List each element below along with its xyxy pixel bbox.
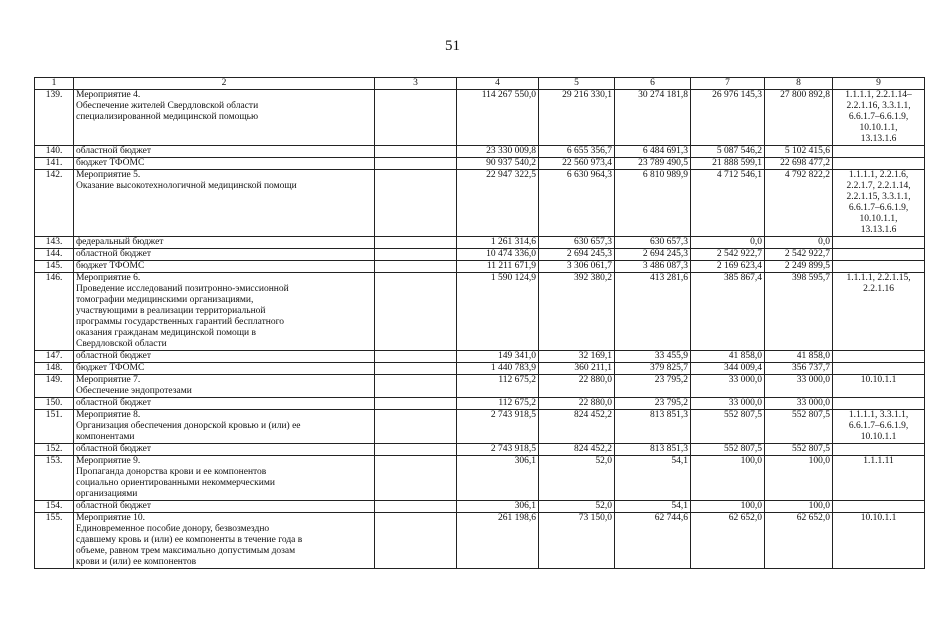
row-number: 148. <box>35 363 74 375</box>
table-row <box>35 249 925 261</box>
column-header: 2 <box>74 78 375 90</box>
col-4-value: 306,1 <box>457 456 539 501</box>
col-3-value <box>375 513 457 569</box>
budget-table <box>34 77 925 569</box>
row-number: 139. <box>35 90 74 146</box>
table-row <box>35 456 925 501</box>
col-6-value: 23 795,2 <box>615 375 691 398</box>
row-name <box>74 375 375 398</box>
col-6-value: 54,1 <box>615 456 691 501</box>
row-name <box>74 170 375 237</box>
table-row <box>35 237 925 249</box>
target-code-line: 10.10.1.1, <box>859 123 898 133</box>
col-8-value: 62 652,0 <box>765 513 833 569</box>
target-codes <box>833 273 925 351</box>
col-8-value: 5 102 415,6 <box>765 146 833 158</box>
target-code-line: 10.10.1.1 <box>860 432 897 442</box>
col-3-value <box>375 90 457 146</box>
col-3-value <box>375 351 457 363</box>
col-6-value: 813 851,3 <box>615 444 691 456</box>
col-8-value: 22 698 477,2 <box>765 158 833 170</box>
col-4-value: 23 330 009,8 <box>457 146 539 158</box>
table-header-row <box>35 78 925 90</box>
target-codes <box>833 375 925 398</box>
col-7-value: 62 652,0 <box>691 513 765 569</box>
row-name-line: бюджет ТФОМС <box>76 158 145 168</box>
column-header: 4 <box>457 78 539 90</box>
row-name-line: организациями <box>76 489 138 499</box>
row-name-line: крови и (или) ее компонентов <box>76 557 197 567</box>
col-7-value: 100,0 <box>691 456 765 501</box>
col-3-value <box>375 261 457 273</box>
col-4-value: 112 675,2 <box>457 375 539 398</box>
col-3-value <box>375 146 457 158</box>
col-6-value: 33 455,9 <box>615 351 691 363</box>
table-row <box>35 410 925 444</box>
col-5-value: 29 216 330,1 <box>539 90 615 146</box>
col-8-value: 0,0 <box>765 237 833 249</box>
col-5-value: 2 694 245,3 <box>539 249 615 261</box>
row-name-line: Мероприятие 5. <box>76 170 141 180</box>
col-3-value <box>375 273 457 351</box>
col-7-value: 5 087 546,2 <box>691 146 765 158</box>
row-number: 150. <box>35 398 74 410</box>
target-code-line: 6.6.1.7–6.6.1.9, <box>848 203 909 213</box>
col-4-value: 306,1 <box>457 501 539 513</box>
row-name <box>74 351 375 363</box>
col-7-value: 4 712 546,1 <box>691 170 765 237</box>
row-name <box>74 363 375 375</box>
row-number: 153. <box>35 456 74 501</box>
row-name-line: бюджет ТФОМС <box>76 261 145 271</box>
row-name <box>74 444 375 456</box>
row-number: 146. <box>35 273 74 351</box>
row-name <box>74 273 375 351</box>
col-5-value: 52,0 <box>539 501 615 513</box>
target-codes <box>833 513 925 569</box>
row-name <box>74 513 375 569</box>
row-name-line: томографии медицинскими организациями, <box>76 295 254 305</box>
row-name-line: оказания гражданам медицинской помощи в <box>76 328 256 338</box>
row-name-line: социально ориентированными некоммерческими <box>76 478 275 488</box>
target-code-line: 10.10.1.1, <box>859 214 898 224</box>
col-4-value: 1 590 124,9 <box>457 273 539 351</box>
col-7-value: 552 807,5 <box>691 410 765 444</box>
col-4-value: 1 261 314,6 <box>457 237 539 249</box>
col-8-value: 2 542 922,7 <box>765 249 833 261</box>
target-codes <box>833 158 925 170</box>
col-6-value: 54,1 <box>615 501 691 513</box>
col-3-value <box>375 375 457 398</box>
col-7-value: 344 009,4 <box>691 363 765 375</box>
col-6-value: 30 274 181,8 <box>615 90 691 146</box>
target-codes <box>833 170 925 237</box>
col-5-value: 6 655 356,7 <box>539 146 615 158</box>
row-name-line: бюджет ТФОМС <box>76 363 145 373</box>
target-code-line: 1.1.1.1, 2.2.1.6, <box>848 170 909 180</box>
row-number: 140. <box>35 146 74 158</box>
col-8-value: 33 000,0 <box>765 375 833 398</box>
row-name-line: сдавшему кровь и (или) ее компоненты в течение года в <box>76 535 303 545</box>
col-7-value: 21 888 599,1 <box>691 158 765 170</box>
row-number: 154. <box>35 501 74 513</box>
table-row <box>35 146 925 158</box>
col-8-value: 398 595,7 <box>765 273 833 351</box>
target-code-line: 13.13.1.6 <box>860 134 897 144</box>
row-name <box>74 456 375 501</box>
col-5-value: 360 211,1 <box>539 363 615 375</box>
column-header: 9 <box>833 78 925 90</box>
row-name <box>74 146 375 158</box>
target-codes <box>833 410 925 444</box>
col-6-value: 6 484 691,3 <box>615 146 691 158</box>
target-codes <box>833 456 925 501</box>
row-number: 152. <box>35 444 74 456</box>
col-5-value: 22 560 973,4 <box>539 158 615 170</box>
col-4-value: 11 211 671,9 <box>457 261 539 273</box>
col-5-value: 6 630 964,3 <box>539 170 615 237</box>
row-name-line: Мероприятие 7. <box>76 375 141 385</box>
col-7-value: 2 542 922,7 <box>691 249 765 261</box>
col-7-value: 26 976 145,3 <box>691 90 765 146</box>
row-name-line: областной бюджет <box>76 351 152 361</box>
target-code-line: 2.2.1.16 <box>863 284 894 294</box>
col-3-value <box>375 444 457 456</box>
row-number: 143. <box>35 237 74 249</box>
table-row <box>35 501 925 513</box>
table-row <box>35 158 925 170</box>
col-6-value: 62 744,6 <box>615 513 691 569</box>
target-code-line: 2.2.1.15, 3.3.1.1, <box>846 192 911 202</box>
row-number: 151. <box>35 410 74 444</box>
col-5-value: 73 150,0 <box>539 513 615 569</box>
col-8-value: 356 737,7 <box>765 363 833 375</box>
table-row <box>35 398 925 410</box>
col-6-value: 2 694 245,3 <box>615 249 691 261</box>
col-7-value: 33 000,0 <box>691 375 765 398</box>
col-8-value: 2 249 899,5 <box>765 261 833 273</box>
row-name-line: Мероприятие 6. <box>76 273 141 283</box>
col-5-value: 824 452,2 <box>539 444 615 456</box>
table-row <box>35 375 925 398</box>
row-name-line: областной бюджет <box>76 249 152 259</box>
col-4-value: 149 341,0 <box>457 351 539 363</box>
target-code-line: 2.2.1.7, 2.2.1.14, <box>846 181 911 191</box>
row-name <box>74 261 375 273</box>
row-name-line: объеме, равном трем максимально допустимым дозам <box>76 546 296 556</box>
col-6-value: 3 486 087,3 <box>615 261 691 273</box>
col-6-value: 413 281,6 <box>615 273 691 351</box>
row-name-line: Обеспечение жителей Свердловской области <box>76 101 259 111</box>
col-3-value <box>375 237 457 249</box>
col-7-value: 552 807,5 <box>691 444 765 456</box>
row-name <box>74 158 375 170</box>
col-3-value <box>375 170 457 237</box>
col-4-value: 261 198,6 <box>457 513 539 569</box>
table-row <box>35 261 925 273</box>
col-8-value: 552 807,5 <box>765 444 833 456</box>
row-name <box>74 90 375 146</box>
col-3-value <box>375 501 457 513</box>
target-codes <box>833 146 925 158</box>
col-7-value: 33 000,0 <box>691 398 765 410</box>
row-name-line: Обеспечение эндопротезами <box>76 386 192 396</box>
target-codes <box>833 249 925 261</box>
row-name-line: федеральный бюджет <box>76 237 164 247</box>
table-row <box>35 513 925 569</box>
row-name-line: областной бюджет <box>76 444 152 454</box>
row-name-line: Мероприятие 8. <box>76 410 141 420</box>
row-number: 145. <box>35 261 74 273</box>
row-name-line: Пропаганда донорства крови и ее компонентов <box>76 467 267 477</box>
col-6-value: 23 795,2 <box>615 398 691 410</box>
col-8-value: 100,0 <box>765 456 833 501</box>
page-number: 51 <box>445 38 460 54</box>
col-7-value: 0,0 <box>691 237 765 249</box>
row-name <box>74 501 375 513</box>
col-8-value: 100,0 <box>765 501 833 513</box>
table-row <box>35 351 925 363</box>
target-codes <box>833 237 925 249</box>
target-codes <box>833 501 925 513</box>
row-name-line: Проведение исследований позитронно-эмиссионной <box>76 284 289 294</box>
col-5-value: 32 169,1 <box>539 351 615 363</box>
row-name-line: областной бюджет <box>76 398 152 408</box>
col-5-value: 22 880,0 <box>539 398 615 410</box>
col-6-value: 813 851,3 <box>615 410 691 444</box>
row-number: 149. <box>35 375 74 398</box>
col-7-value: 385 867,4 <box>691 273 765 351</box>
col-5-value: 22 880,0 <box>539 375 615 398</box>
row-name <box>74 237 375 249</box>
row-name <box>74 249 375 261</box>
col-8-value: 4 792 822,2 <box>765 170 833 237</box>
col-4-value: 1 440 783,9 <box>457 363 539 375</box>
col-4-value: 112 675,2 <box>457 398 539 410</box>
col-6-value: 6 810 989,9 <box>615 170 691 237</box>
col-4-value: 114 267 550,0 <box>457 90 539 146</box>
col-4-value: 22 947 322,5 <box>457 170 539 237</box>
col-8-value: 33 000,0 <box>765 398 833 410</box>
column-header: 5 <box>539 78 615 90</box>
col-3-value <box>375 158 457 170</box>
col-5-value: 3 306 061,7 <box>539 261 615 273</box>
table-row <box>35 273 925 351</box>
row-name-line: специализированной медицинской помощью <box>76 112 259 122</box>
row-name <box>74 398 375 410</box>
target-code-line: 2.2.1.16, 3.3.1.1, <box>846 101 911 111</box>
col-8-value: 27 800 892,8 <box>765 90 833 146</box>
target-codes <box>833 444 925 456</box>
target-code-line: 1.1.1.1, 3.3.1.1, <box>848 410 909 420</box>
row-name-line: Организация обеспечения донорской кровью и (или) ее <box>76 421 301 431</box>
col-4-value: 2 743 918,5 <box>457 444 539 456</box>
row-name-line: Мероприятие 10. <box>76 513 146 523</box>
col-3-value <box>375 398 457 410</box>
col-5-value: 52,0 <box>539 456 615 501</box>
col-4-value: 10 474 336,0 <box>457 249 539 261</box>
column-header: 7 <box>691 78 765 90</box>
row-number: 147. <box>35 351 74 363</box>
target-codes <box>833 398 925 410</box>
row-name-line: Свердловской области <box>76 339 167 349</box>
row-name-line: Мероприятие 9. <box>76 456 141 466</box>
target-code-line: 1.1.1.1, 2.2.1.15, <box>846 273 911 283</box>
table-row <box>35 363 925 375</box>
row-name-line: Оказание высокотехнологичной медицинской помощи <box>76 181 297 191</box>
target-codes <box>833 363 925 375</box>
column-header: 8 <box>765 78 833 90</box>
target-code-line: 6.6.1.7–6.6.1.9, <box>848 421 909 431</box>
target-code-line: 10.10.1.1 <box>860 513 897 523</box>
row-number: 141. <box>35 158 74 170</box>
target-codes <box>833 261 925 273</box>
table-row <box>35 444 925 456</box>
column-header: 3 <box>375 78 457 90</box>
row-name-line: компонентами <box>76 432 135 442</box>
col-3-value <box>375 410 457 444</box>
col-4-value: 2 743 918,5 <box>457 410 539 444</box>
row-name-line: областной бюджет <box>76 146 152 156</box>
row-name-line: областной бюджет <box>76 501 152 511</box>
col-7-value: 100,0 <box>691 501 765 513</box>
row-number: 142. <box>35 170 74 237</box>
col-5-value: 630 657,3 <box>539 237 615 249</box>
target-code-line: 6.6.1.7–6.6.1.9, <box>848 112 909 122</box>
col-5-value: 824 452,2 <box>539 410 615 444</box>
col-4-value: 90 937 540,2 <box>457 158 539 170</box>
col-3-value <box>375 456 457 501</box>
target-code-line: 1.1.1.1, 2.2.1.14– <box>845 90 912 100</box>
row-name <box>74 410 375 444</box>
row-name-line: Мероприятие 4. <box>76 90 141 100</box>
row-number: 155. <box>35 513 74 569</box>
col-7-value: 2 169 623,4 <box>691 261 765 273</box>
target-code-line: 10.10.1.1 <box>860 375 897 385</box>
row-number: 144. <box>35 249 74 261</box>
row-name-line: Единовременное пособие донору, безвозмездно <box>76 524 270 534</box>
column-header: 1 <box>35 78 74 90</box>
col-6-value: 630 657,3 <box>615 237 691 249</box>
col-5-value: 392 380,2 <box>539 273 615 351</box>
target-codes <box>833 351 925 363</box>
col-8-value: 41 858,0 <box>765 351 833 363</box>
col-3-value <box>375 249 457 261</box>
column-header: 6 <box>615 78 691 90</box>
col-3-value <box>375 363 457 375</box>
col-7-value: 41 858,0 <box>691 351 765 363</box>
target-code-line: 13.13.1.6 <box>860 225 897 235</box>
row-name-line: участвующими в реализации территориальной <box>76 306 266 316</box>
col-8-value: 552 807,5 <box>765 410 833 444</box>
col-6-value: 23 789 490,5 <box>615 158 691 170</box>
target-code-line: 1.1.1.11 <box>863 456 894 466</box>
target-codes <box>833 90 925 146</box>
row-name-line: программы государственных гарантий бесплатного <box>76 317 285 327</box>
col-6-value: 379 825,7 <box>615 363 691 375</box>
table-row <box>35 90 925 146</box>
table-row <box>35 170 925 237</box>
